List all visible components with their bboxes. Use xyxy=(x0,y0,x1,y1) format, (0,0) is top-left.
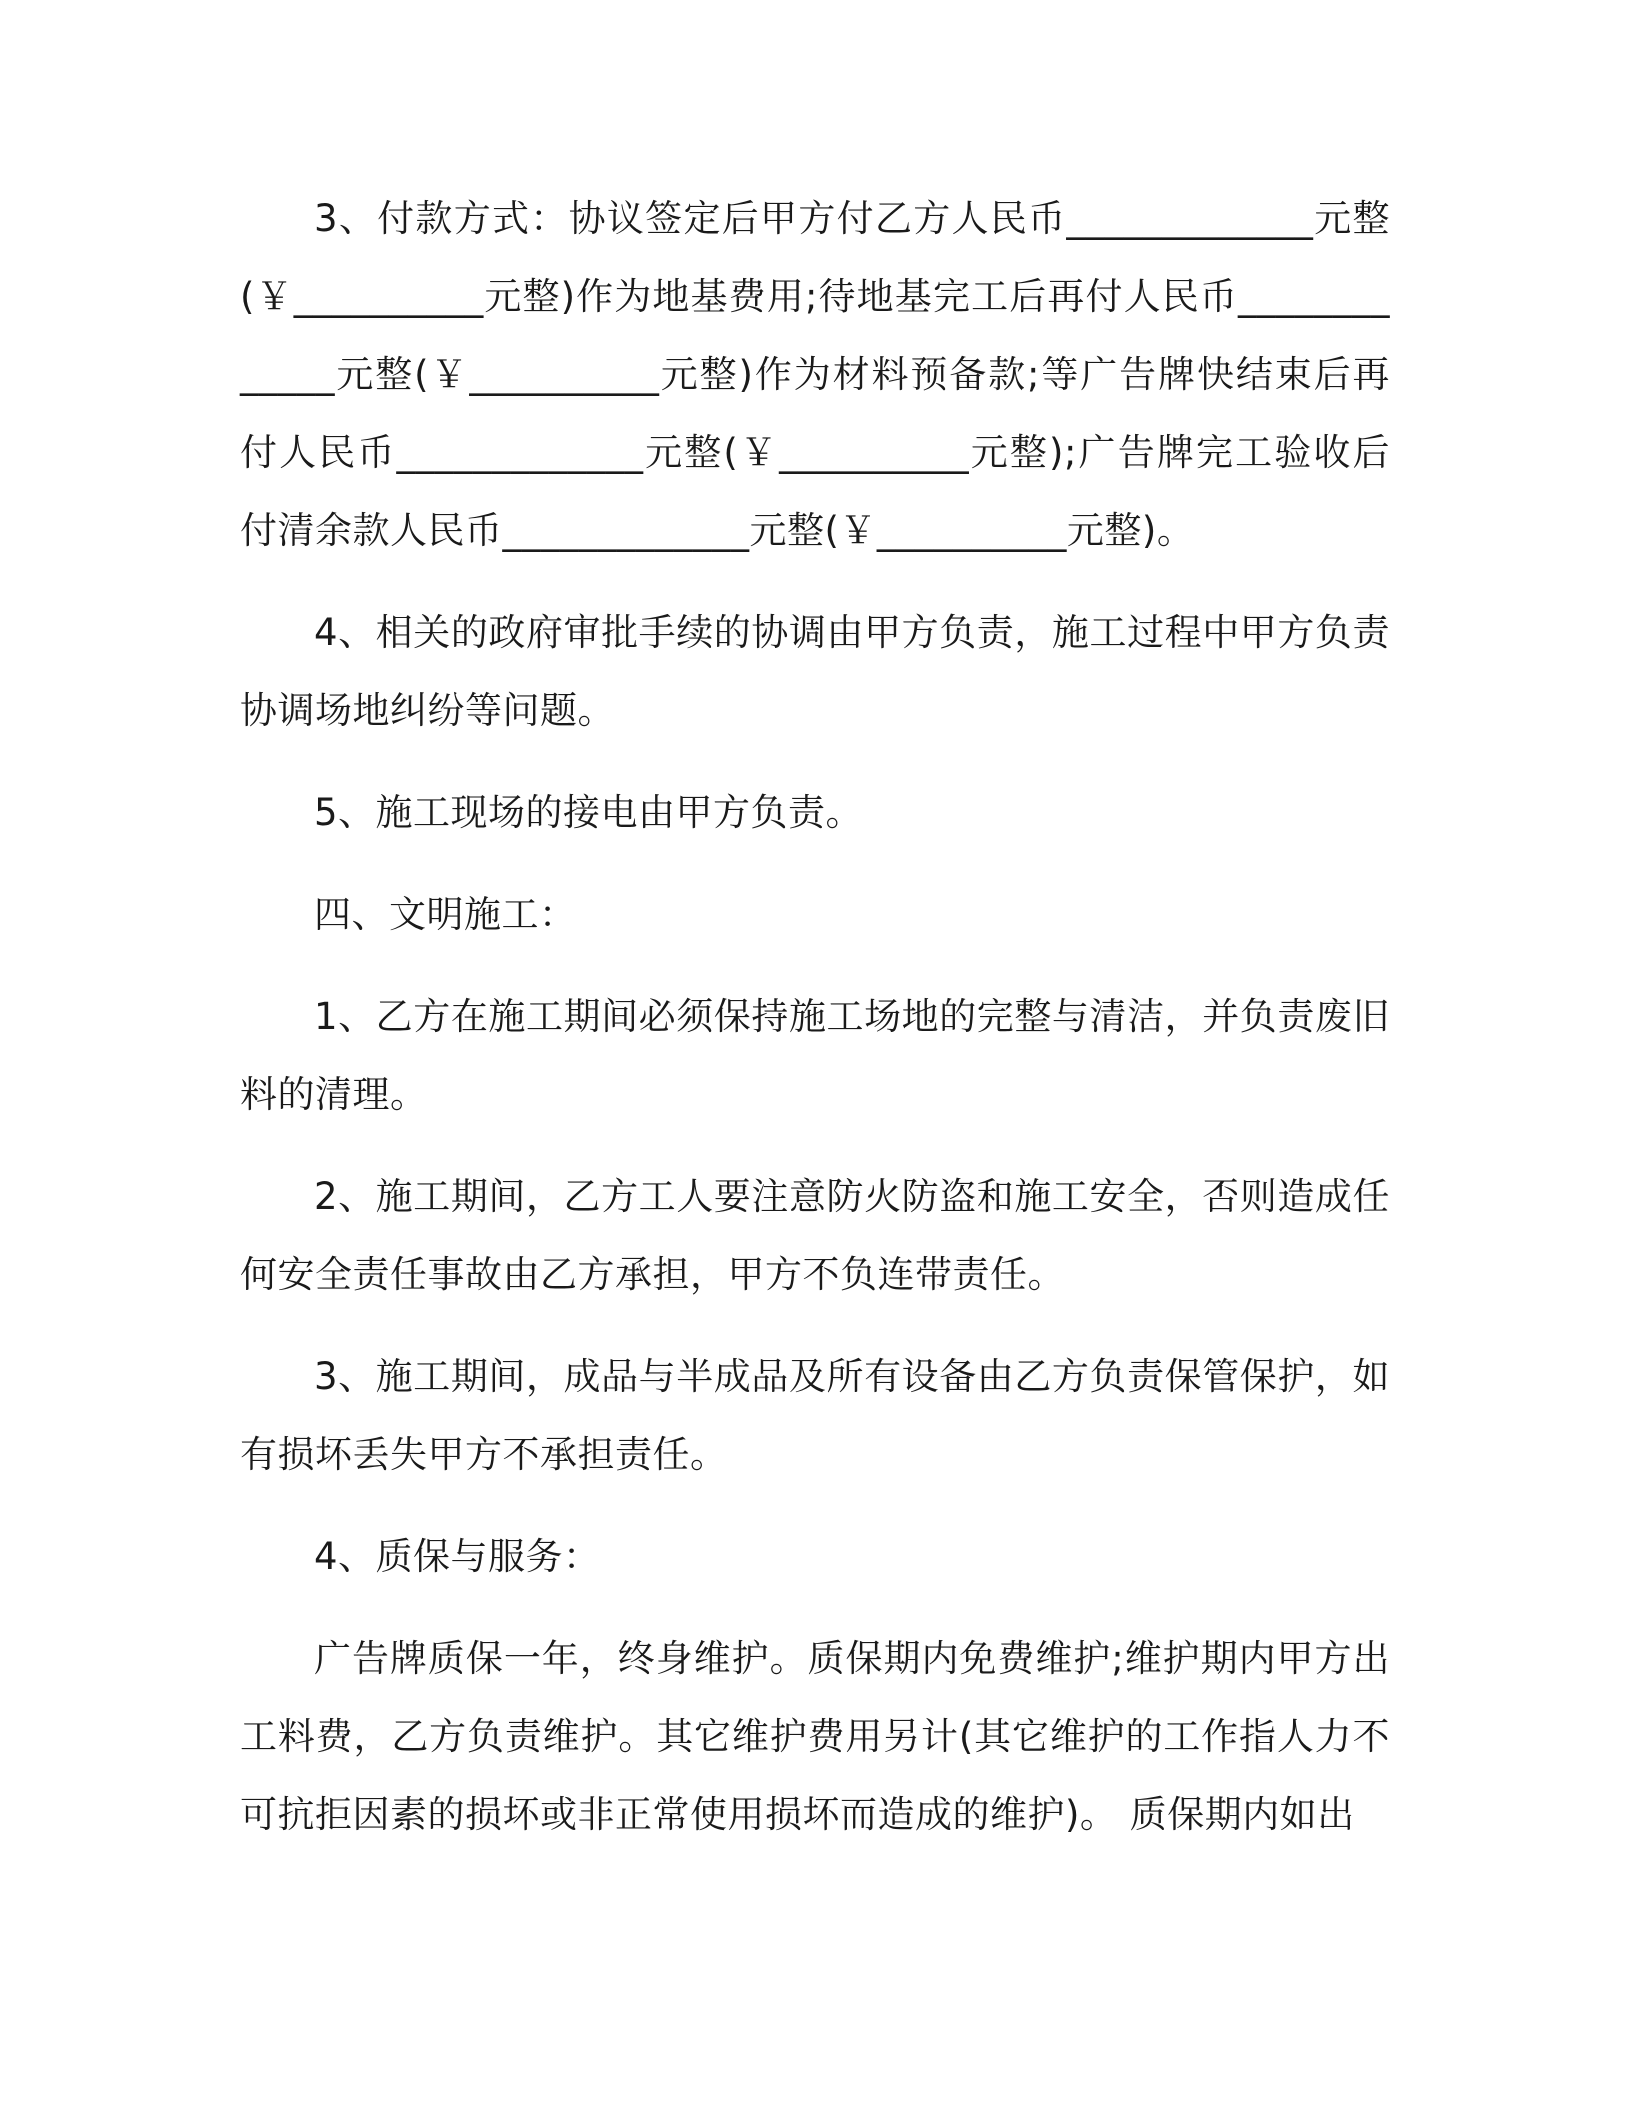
paragraph-safety: 2、施工期间，乙方工人要注意防火防盗和施工安全，否则造成任何安全责任事故由乙方承担，甲方不负连带责任。 xyxy=(240,1175,1390,1296)
document-body xyxy=(240,180,1390,1878)
paragraph-warranty-details: 广告牌质保一年，终身维护。质保期内免费维护;维护期内甲方出工料费，乙方负责维护。其它维护费用另计(其它维护的工作指人力不可抗拒因素的损坏或非正常使用损坏而造成的维护)。 质保期内如出 xyxy=(240,1637,1390,1836)
paragraph-warranty-heading: 4、质保与服务： xyxy=(314,1535,601,1578)
paragraph-site-cleanliness: 1、乙方在施工期间必须保持施工场地的完整与清洁，并负责废旧料的清理。 xyxy=(240,995,1390,1116)
paragraph-power-connection: 5、施工现场的接电由甲方负责。 xyxy=(314,791,864,834)
paragraph-government-approval: 4、相关的政府审批手续的协调由甲方负责，施工过程中甲方负责协调场地纠纷等问题。 xyxy=(240,611,1390,732)
paragraph-equipment-custody: 3、施工期间，成品与半成品及所有设备由乙方负责保管保护，如有损坏丢失甲方不承担责任。 xyxy=(240,1355,1390,1476)
section-heading-civilized-construction: 四、文明施工： xyxy=(314,893,577,936)
paragraph-payment-terms: 3、付款方式：协议签定后甲方付乙方人民币_____________元整(￥__________元整)作为地基费用;待地基完工后再付人民币_____________元整(￥__________元整)作为材料预备款;等广告牌快结束后再付人民币_____________元整(￥__________元整);广告牌完工验收后付清余款人民币_____________元整(￥__________元整)。 xyxy=(240,197,1390,552)
